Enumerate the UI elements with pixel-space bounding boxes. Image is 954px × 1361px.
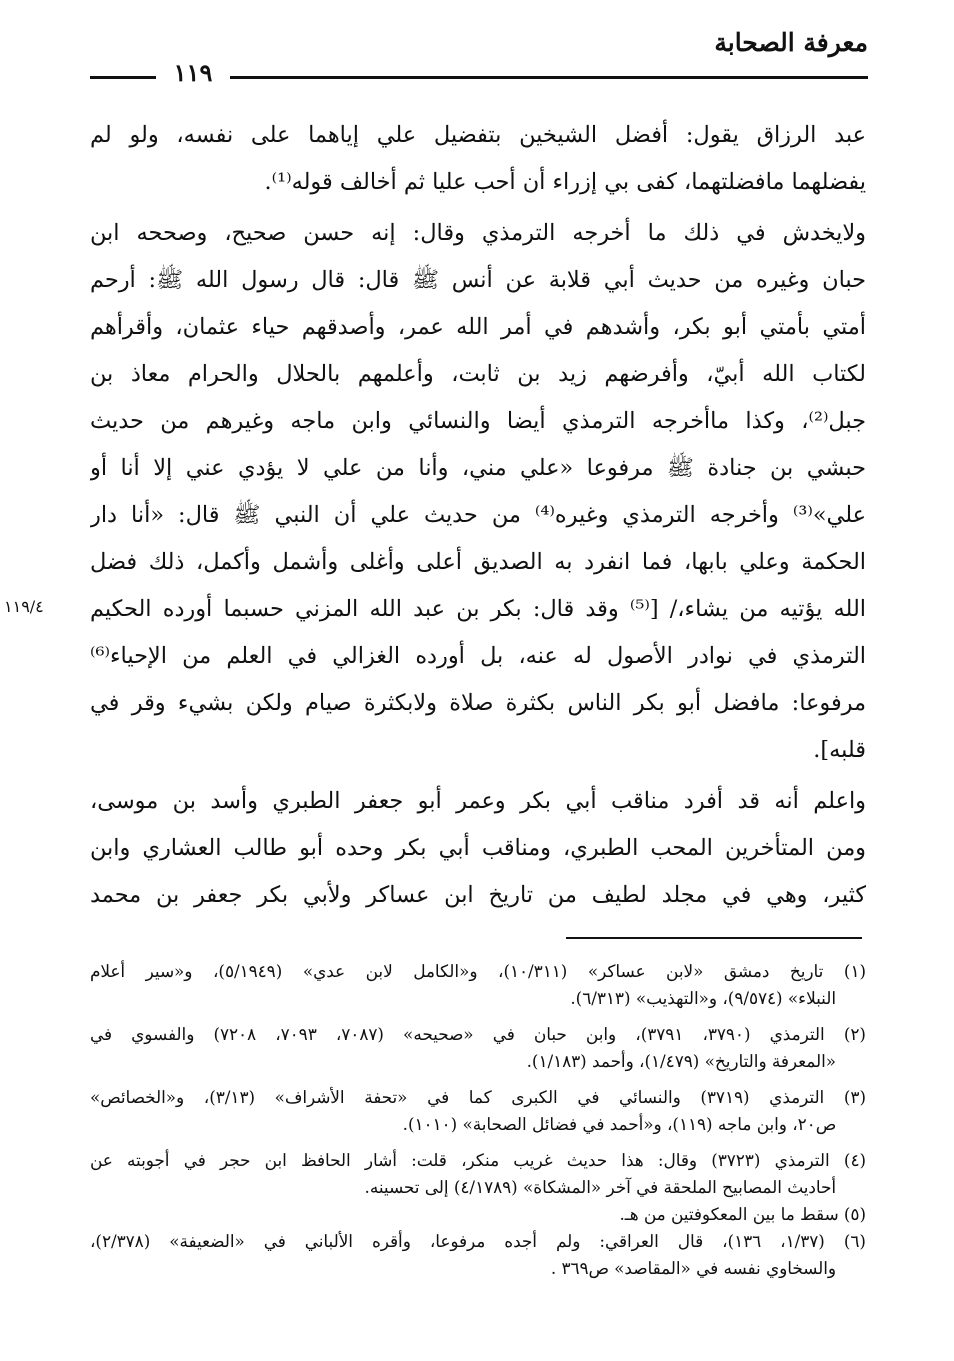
footnote-line: أحاديث المصابيح الملحقة في آخر «المشكاة» (٤/١٧٨٩) إلى تحسينه. bbox=[364, 1177, 836, 1197]
footnote-line: (٣) الترمذي (٣٧١٩) والنسائي في الكبرى كما في «تحفة الأشراف» (٣/١٣)، و«الخصائص» bbox=[90, 1087, 866, 1107]
body-line: عبد الرزاق يقول: أفضل الشيخين بتفضيل علي إياهما على نفسه، ولو لم bbox=[90, 122, 866, 148]
body-line: الترمذي في نوادر الأصول له عنه، بل أورده الغزالي في العلم من الإحياء⁽⁶⁾ bbox=[90, 643, 866, 669]
margin-reference: ١١٩/٤ bbox=[4, 597, 44, 616]
body-line: علي»⁽³⁾ وأخرجه الترمذي وغيره⁽⁴⁾ من حديث علي أن النبي ﷺ قال: «أنا دار bbox=[90, 502, 866, 528]
footnote-line: (٤) الترمذي (٣٧٢٣) وقال: هذا حديث غريب منكر، قلت: أشار الحافظ ابن حجر في أجوبته عن bbox=[90, 1150, 866, 1170]
footnote-line: (١) تاريخ دمشق «لابن عساكر» (١٠/٣١١)، و«الكامل لابن عدي» (٥/١٩٤٩)، و«سير أعلام bbox=[90, 961, 866, 981]
body-line: قلبه]. bbox=[813, 737, 866, 763]
footnote-separator bbox=[566, 937, 862, 939]
body-line: مرفوعا: مافضل أبو بكر الناس بكثرة صلاة ولابكثرة صيام ولكن بشيء وقر في bbox=[90, 690, 866, 716]
body-line: جبل⁽²⁾، وكذا ماأخرجه الترمذي أيضا والنسائي وابن ماجه وغيرهم من حديث bbox=[90, 408, 866, 434]
page-number: ١١٩ bbox=[173, 58, 213, 87]
footnote-line: (٢) الترمذي (٣٧٩٠، ٣٧٩١)، وابن حبان في «صحيحه» (٧٠٨٧، ٧٠٩٣، ٧٢٠٨) والفسوي في bbox=[90, 1024, 866, 1044]
main-text bbox=[90, 112, 866, 919]
body-line: يفضلهما مافضلتهما، كفى بي إزراء أن أحب عليا ثم أخالف قوله⁽¹⁾. bbox=[264, 169, 866, 195]
body-line: الحكمة وعلي بابها، فما انفرد به الصديق أعلى وأغلى وأشمل وأكمل، ذلك فضل bbox=[90, 549, 866, 575]
body-line: ومن المتأخرين المحب الطبري، ومناقب أبي بكر وحده أبو طالب العشاري وابن bbox=[90, 835, 866, 861]
header-rule-short bbox=[90, 76, 156, 79]
body-line: لكتاب الله أبيّ، وأفرضهم زيد بن ثابت، وأعلمهم بالحلال والحرام معاذ بن bbox=[90, 361, 866, 387]
body-line: حبشي بن جنادة ﷺ مرفوعا «علي مني، وأنا من علي لا يؤدي عني إلا أنا أو bbox=[90, 455, 866, 481]
header-rule bbox=[230, 76, 868, 79]
footnote-line: ص٢٠، وابن ماجه (١١٩)، و«أحمد في فضائل الصحابة» (١٠١٠). bbox=[402, 1114, 836, 1134]
footnote-gap bbox=[90, 1075, 866, 1084]
footnote-line: (٦) (١/٣٧، ١٣٦)، قال العراقي: ولم أجده مرفوعا، وأقره الألباني في «الضعيفة» (٢/٣٧٨)، bbox=[90, 1231, 866, 1251]
footnote-line: النبلاء» (٩/٥٧٤)، و«التهذيب» (٦/٣١٣). bbox=[570, 988, 836, 1008]
footnote-line: (٥) سقط ما بين المعكوفتين من هـ. bbox=[619, 1204, 866, 1224]
running-title: معرفة الصحابة bbox=[714, 28, 868, 57]
footnote-line: «المعرفة والتاريخ» (١/٤٧٩)، وأحمد (١/١٨٣). bbox=[526, 1051, 836, 1071]
footnotes bbox=[90, 958, 866, 1282]
body-line: ولايخدش في ذلك ما أخرجه الترمذي وقال: إنه حسن صحيح، وصححه ابن bbox=[90, 220, 866, 246]
footnote-gap bbox=[90, 1138, 866, 1147]
footnote-gap bbox=[90, 1012, 866, 1021]
footnote-line: والسخاوي نفسه في «المقاصد» ص٣٦٩ . bbox=[550, 1258, 836, 1278]
body-line: كثير، وهي في مجلد لطيف من تاريخ ابن عساكر ولأبي بكر جعفر بن محمد bbox=[90, 882, 866, 908]
body-line: أمتي بأمتي أبو بكر، وأشدهم في أمر الله عمر، وأصدقهم حياء عثمان، وأقرأهم bbox=[90, 314, 866, 340]
body-line: الله يؤتيه من يشاء،/ [⁽⁵⁾ وقد قال: بكر بن عبد الله المزني حسبما أورده الحكيم bbox=[90, 596, 866, 622]
body-line: واعلم أنه قد أفرد مناقب أبي بكر وعمر أبو جعفر الطبري وأسد بن موسى، bbox=[90, 788, 866, 814]
body-line: حبان وغيره من حديث أبي قلابة عن أنس ﷺ قال: قال رسول الله ﷺ: أرحم bbox=[90, 267, 866, 293]
